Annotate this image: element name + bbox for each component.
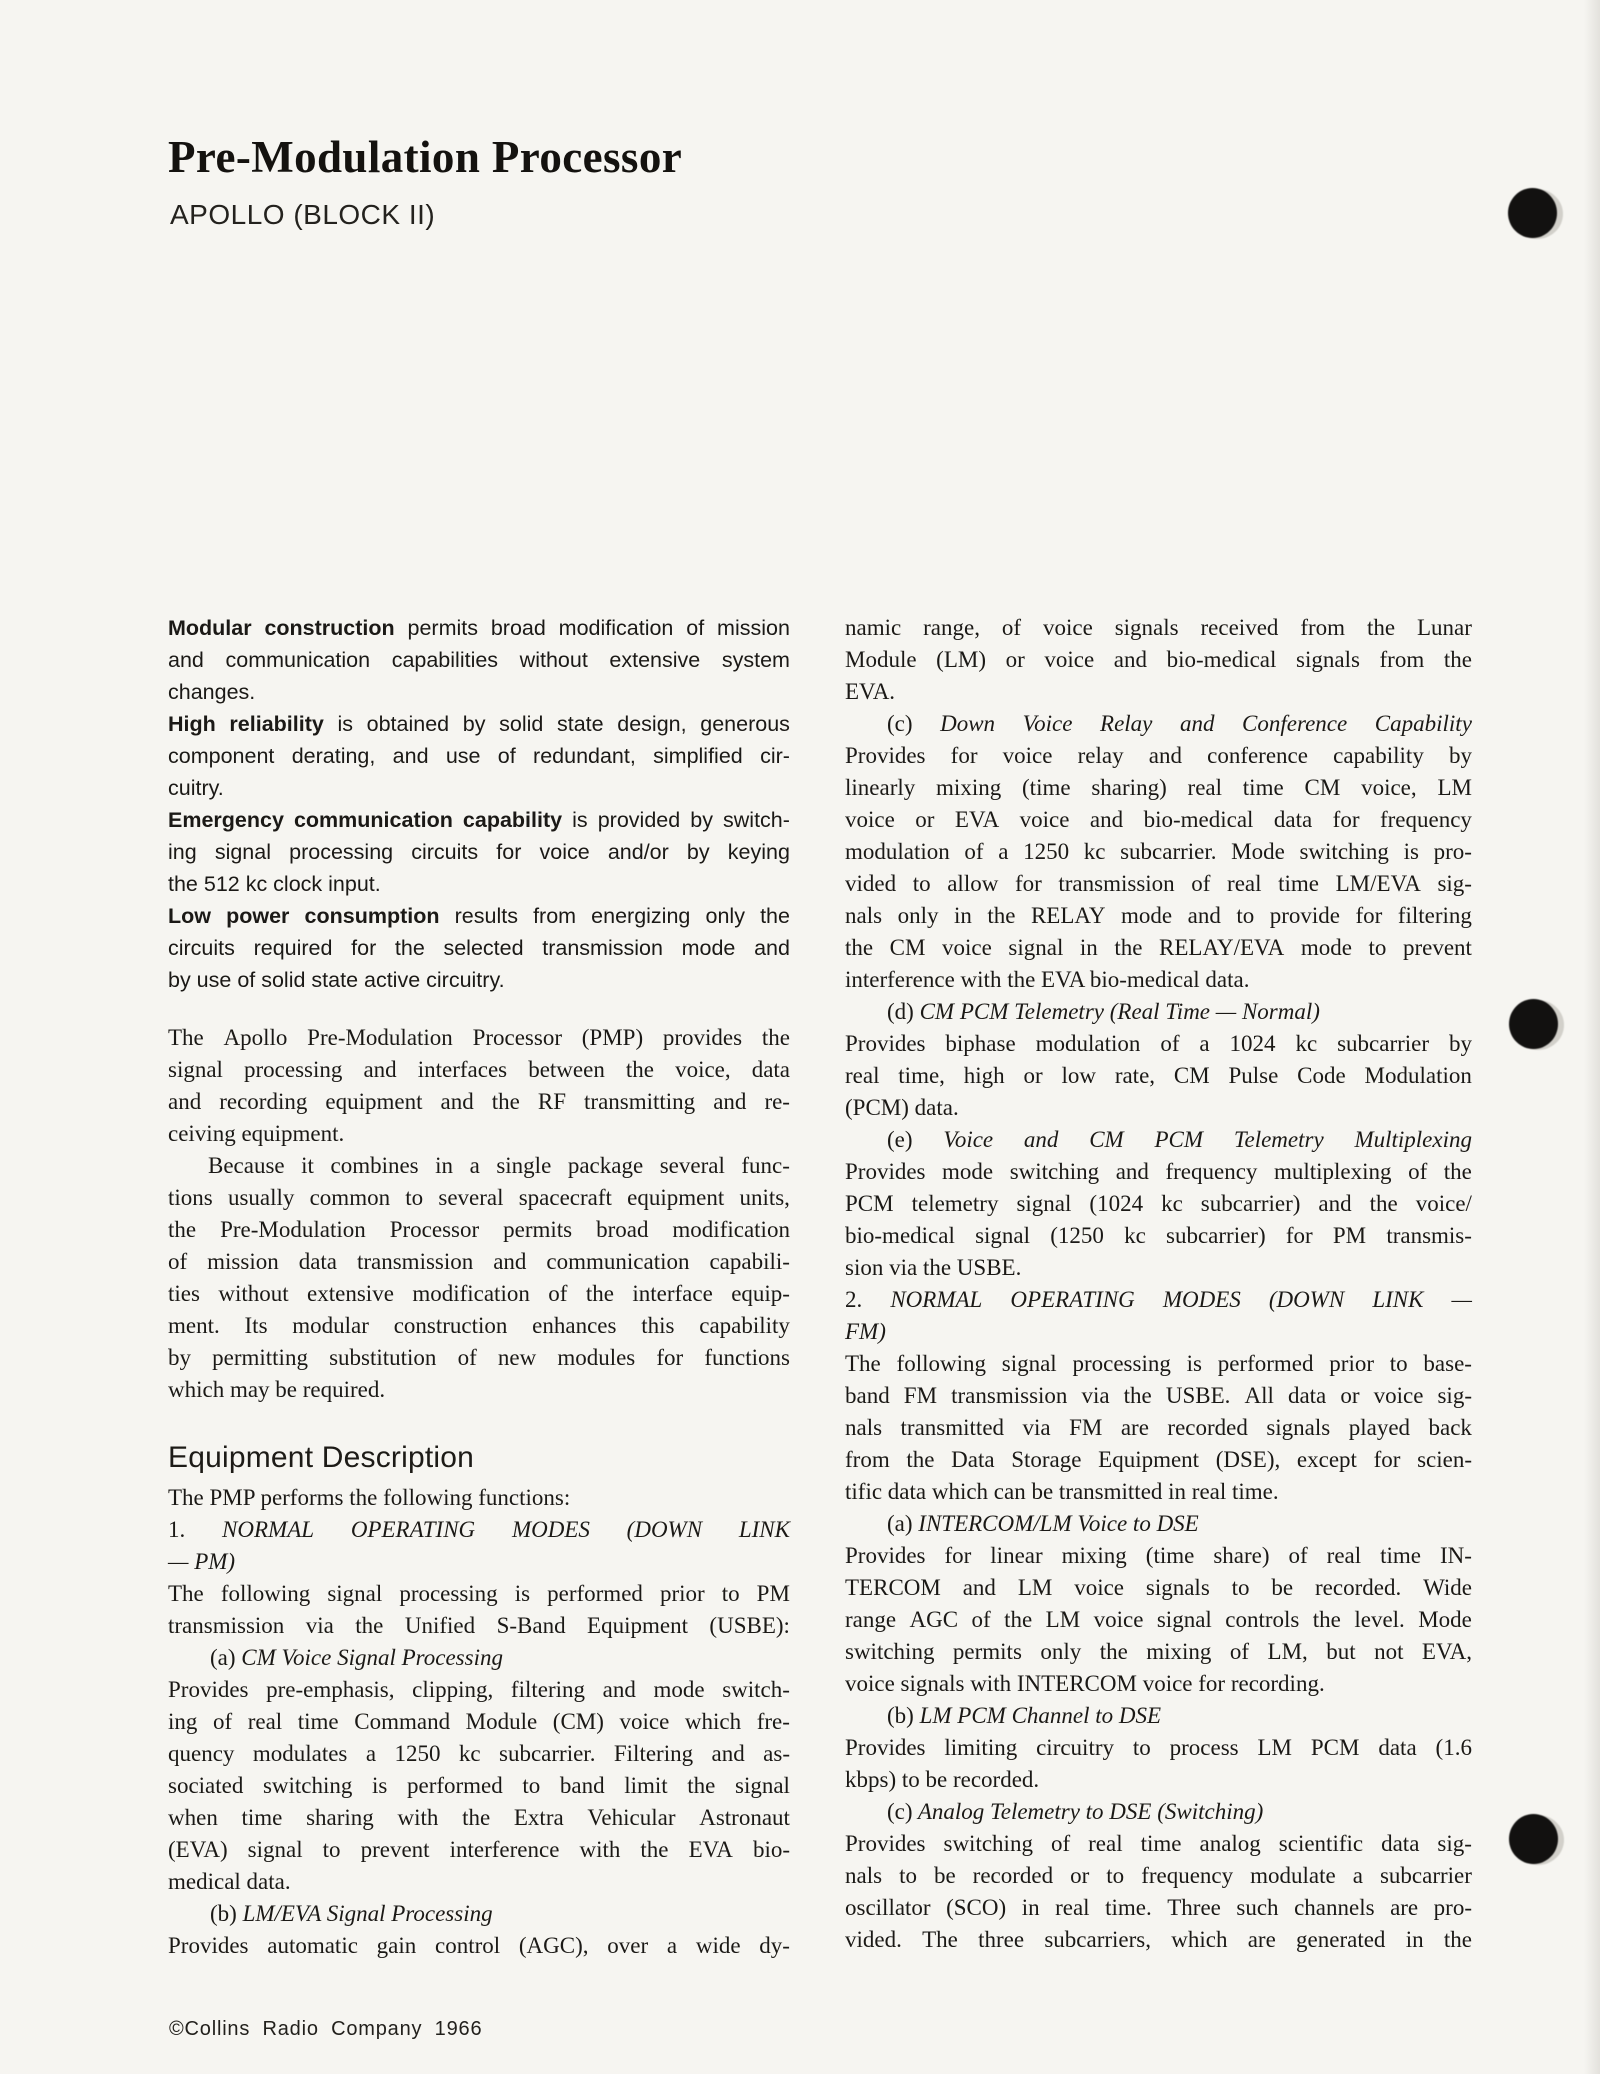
text-line: sociated switching is performed to band limit the signal: [168, 1773, 790, 1798]
text-line: TERCOM and LM voice signals to be recorded. Wide: [845, 1575, 1472, 1600]
text-line: ing of real time Command Module (CM) voice which fre-: [168, 1709, 790, 1734]
binding-hole-icon: [1511, 189, 1563, 239]
text-line: and communication capabilities without extensive system: [168, 648, 790, 672]
text-line: changes.: [168, 680, 256, 704]
text-line: The following signal processing is performed prior to base-: [845, 1351, 1472, 1376]
text-line: the 512 kc clock input.: [168, 872, 381, 896]
text-line: ment. Its modular construction enhances this capability: [168, 1313, 790, 1338]
text-line: component derating, and use of redundant, simplified cir-: [168, 744, 790, 768]
binding-hole-icon: [1512, 1000, 1564, 1050]
text-line: Provides biphase modulation of a 1024 kc subcarrier by: [845, 1031, 1472, 1056]
text-line: tions usually common to several spacecraft equipment units,: [168, 1185, 790, 1210]
text-line: Module (LM) or voice and bio-medical signals from the: [845, 647, 1472, 672]
text-line: The PMP performs the following functions:: [168, 1485, 571, 1510]
text-line: and recording equipment and the RF transmitting and re-: [168, 1089, 790, 1114]
text-line: The following signal processing is performed prior to PM: [168, 1581, 790, 1606]
text-line: linearly mixing (time sharing) real time CM voice, LM: [845, 775, 1472, 800]
text-line: ties without extensive modification of the interface equip-: [168, 1281, 790, 1306]
text-line: Provides limiting circuitry to process LM PCM data (1.6: [845, 1735, 1472, 1760]
text-line: which may be required.: [168, 1377, 386, 1402]
text-line: High reliability is obtained by solid state design, generous: [168, 712, 790, 736]
text-line: bio-medical signal (1250 kc subcarrier) for PM transmis-: [845, 1223, 1472, 1248]
binding-hole-icon: [1512, 1815, 1564, 1865]
text-line: 1. NORMAL OPERATING MODES (DOWN LINK: [168, 1517, 790, 1542]
text-line: (PCM) data.: [845, 1095, 959, 1120]
text-line: Provides automatic gain control (AGC), over a wide dy-: [168, 1933, 790, 1958]
left-column: [168, 612, 790, 1962]
text-line: voice signals with INTERCOM voice for recording.: [845, 1671, 1325, 1696]
paragraph: [168, 1022, 790, 1150]
text-line: namic range, of voice signals received from the Lunar: [845, 615, 1472, 640]
text-line: The Apollo Pre-Modulation Processor (PMP) provides the: [168, 1025, 790, 1050]
text-line: nals transmitted via FM are recorded signals played back: [845, 1415, 1472, 1440]
text-line: (d) CM PCM Telemetry (Real Time — Normal): [887, 999, 1320, 1024]
paragraph: [168, 900, 790, 996]
text-line: band FM transmission via the USBE. All data or voice sig-: [845, 1383, 1472, 1408]
text-line: Provides for linear mixing (time share) of real time IN-: [845, 1543, 1472, 1568]
text-line: Low power consumption results from energizing only the: [168, 904, 790, 928]
paragraph: [168, 708, 790, 804]
paragraph: [168, 1150, 790, 1406]
text-line: (a) INTERCOM/LM Voice to DSE: [887, 1511, 1199, 1536]
text-line: 2. NORMAL OPERATING MODES (DOWN LINK —: [845, 1287, 1472, 1312]
text-line: the CM voice signal in the RELAY/EVA mode to prevent: [845, 935, 1472, 960]
text-line: (b) LM PCM Channel to DSE: [887, 1703, 1162, 1728]
text-line: interference with the EVA bio-medical data.: [845, 967, 1250, 992]
text-line: — PM): [168, 1549, 236, 1574]
text-line: ceiving equipment.: [168, 1121, 345, 1146]
text-line: tific data which can be transmitted in real time.: [845, 1479, 1279, 1504]
text-line: nals only in the RELAY mode and to provide for filtering: [845, 903, 1472, 928]
right-column: [845, 612, 1472, 1956]
text-line: the Pre-Modulation Processor permits broad modification: [168, 1217, 790, 1242]
text-line: PCM telemetry signal (1024 kc subcarrier) and the voice/: [845, 1191, 1472, 1216]
text-line: real time, high or low rate, CM Pulse Code Modulation: [845, 1063, 1472, 1088]
section-heading: Equipment Description: [168, 1441, 475, 1474]
page-title: Pre-Modulation Processor: [168, 132, 683, 182]
text-line: switching permits only the mixing of LM, but not EVA,: [845, 1639, 1472, 1664]
text-line: Modular construction permits broad modification of mission: [168, 616, 790, 640]
text-line: sion via the USBE.: [845, 1255, 1022, 1280]
text-line: Provides mode switching and frequency multiplexing of the: [845, 1159, 1472, 1184]
text-line: Provides for voice relay and conference capability by: [845, 743, 1472, 768]
text-line: (c) Analog Telemetry to DSE (Switching): [887, 1799, 1264, 1824]
text-line: modulation of a 1250 kc subcarrier. Mode switching is pro-: [845, 839, 1472, 864]
text-line: by permitting substitution of new modules for functions: [168, 1345, 790, 1370]
paragraph: [168, 1482, 790, 1962]
text-line: ing signal processing circuits for voice and/or by keying: [168, 840, 790, 864]
text-line: quency modulates a 1250 kc subcarrier. Filtering and as-: [168, 1741, 790, 1766]
text-line: (e) Voice and CM PCM Telemetry Multiplexing: [887, 1127, 1472, 1152]
text-line: of mission data transmission and communication capabili-: [168, 1249, 790, 1274]
text-line: vided to allow for transmission of real time LM/EVA sig-: [845, 871, 1472, 896]
text-line: signal processing and interfaces between the voice, data: [168, 1057, 790, 1082]
text-line: EVA.: [845, 679, 896, 704]
text-line: transmission via the Unified S-Band Equipment (USBE):: [168, 1613, 790, 1638]
text-line: Because it combines in a single package several func-: [208, 1153, 790, 1178]
text-line: Provides switching of real time analog scientific data sig-: [845, 1831, 1472, 1856]
paragraph: [845, 612, 1472, 1956]
text-line: nals to be recorded or to frequency modulate a subcarrier: [845, 1863, 1472, 1888]
text-line: range AGC of the LM voice signal controls the level. Mode: [845, 1607, 1472, 1632]
paragraph: [168, 804, 790, 900]
text-line: Provides pre-emphasis, clipping, filtering and mode switch-: [168, 1677, 790, 1702]
text-line: circuits required for the selected transmission mode and: [168, 936, 790, 960]
text-line: by use of solid state active circuitry.: [168, 968, 505, 992]
text-line: (c) Down Voice Relay and Conference Capability: [887, 711, 1472, 736]
text-line: Emergency communication capability is provided by switch-: [168, 808, 790, 832]
text-line: (b) LM/EVA Signal Processing: [210, 1901, 493, 1926]
text-line: FM): [845, 1319, 886, 1344]
text-line: vided. The three subcarriers, which are generated in the: [845, 1927, 1472, 1952]
paragraph: [168, 612, 790, 708]
text-line: (a) CM Voice Signal Processing: [210, 1645, 503, 1670]
text-line: kbps) to be recorded.: [845, 1767, 1040, 1792]
copyright-line: ©Collins Radio Company 1966: [169, 2018, 483, 2040]
text-line: cuitry.: [168, 776, 224, 800]
text-line: (EVA) signal to prevent interference with the EVA bio-: [168, 1837, 790, 1862]
text-line: medical data.: [168, 1869, 291, 1894]
text-line: from the Data Storage Equipment (DSE), except for scien-: [845, 1447, 1472, 1472]
page-subtitle: APOLLO (BLOCK II): [170, 199, 436, 230]
text-line: oscillator (SCO) in real time. Three such channels are pro-: [845, 1895, 1472, 1920]
text-line: when time sharing with the Extra Vehicular Astronaut: [168, 1805, 790, 1830]
text-line: voice or EVA voice and bio-medical data for frequency: [845, 807, 1472, 832]
